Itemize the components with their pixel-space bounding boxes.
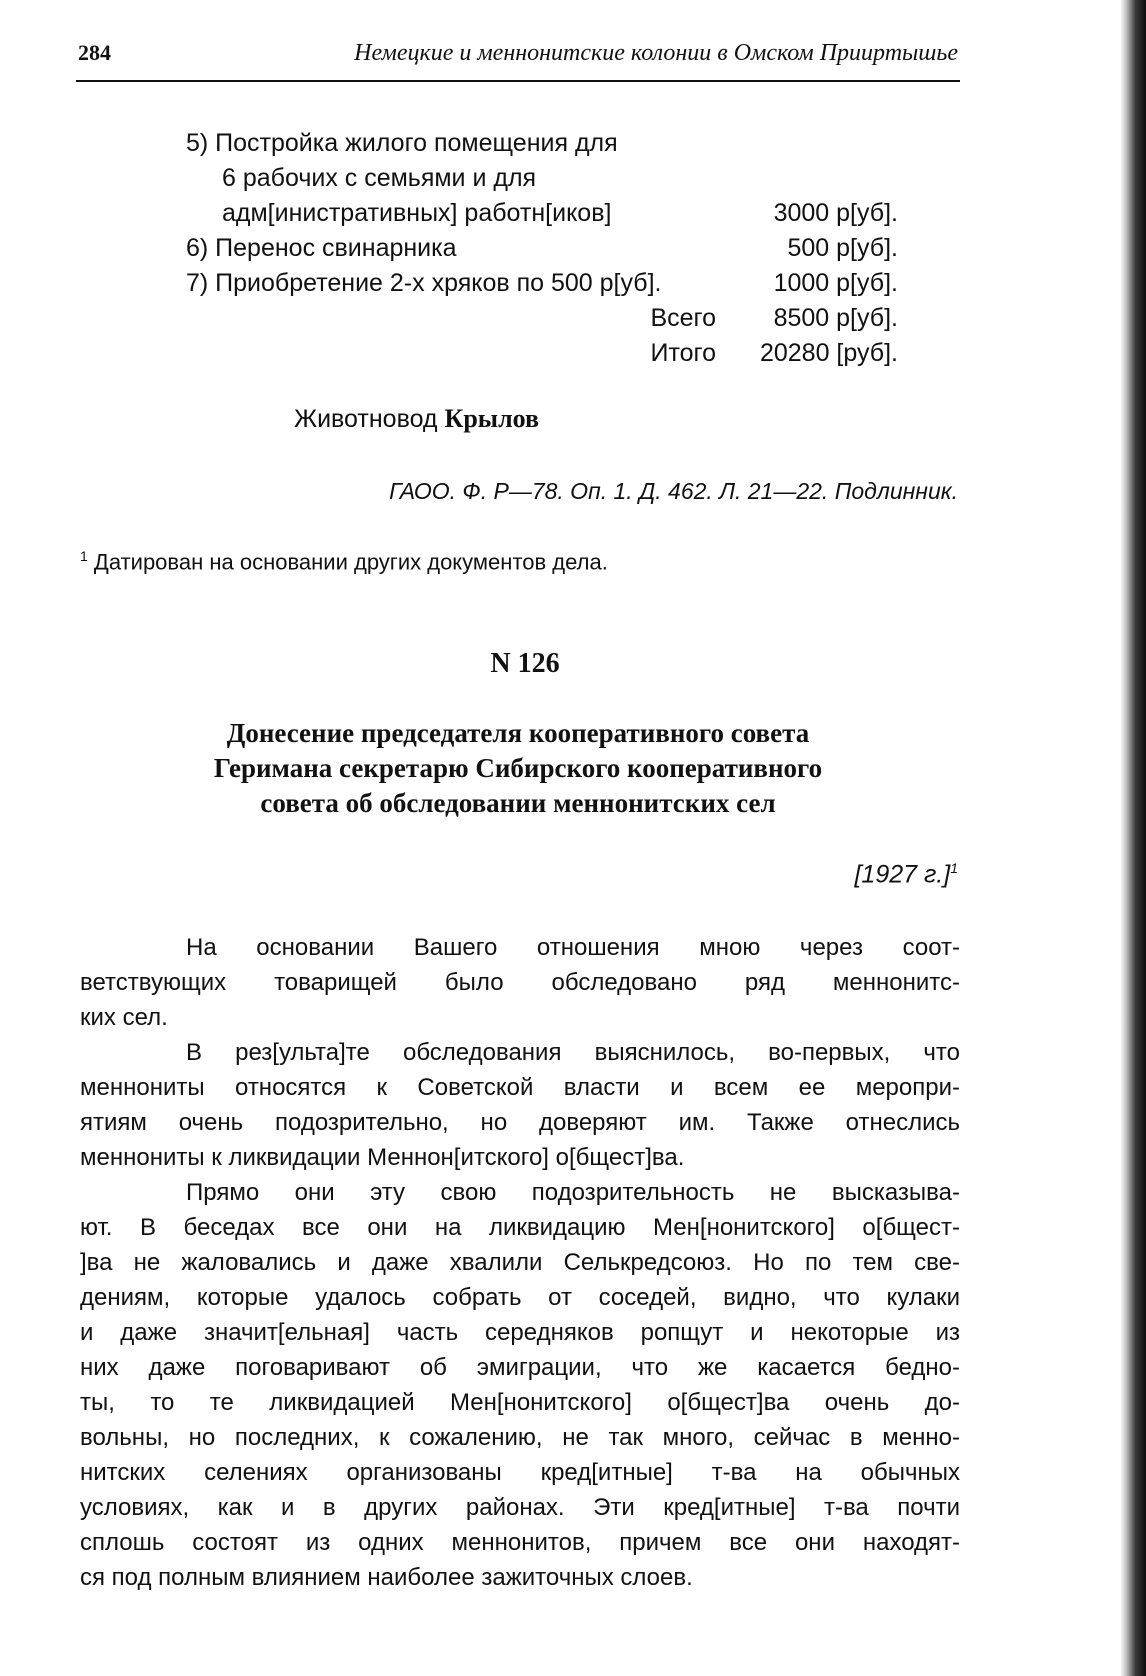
budget-subtotal-amount: 8500 р[уб]. [773,304,898,332]
page-header [76,38,960,82]
budget-table [186,126,916,371]
text-line: и даже значит[ельная] часть середняков ропщут и некоторые из [80,1319,960,1346]
paragraph-1 [80,930,960,1035]
document-title-line: совета об обследовании меннонитских сел [260,788,776,818]
text-line: ют. В беседах все они на ликвидацию Мен[нонитского] о[бщест- [80,1214,960,1241]
budget-total-label: Итого [650,339,716,367]
signature-role: Животновод [294,405,438,433]
text-line: меннониты к ликвидации Меннон[итского] о[бщест]ва. [80,1144,685,1171]
text-line: сплошь состоят из одних меннонитов, причем все они находят- [80,1529,960,1556]
text-line: ких сел. [80,1004,168,1031]
document-date [854,860,958,889]
paragraph-2 [80,1035,960,1175]
text-line: ятиям очень подозрительно, но доверяют им. Также отнеслись [80,1109,960,1136]
text-line: ты, то те ликвидацией Мен[нонитского] о[бщест]ва очень до- [80,1389,960,1416]
text-line: условиях, как и в других районах. Эти кред[итные] т-ва почти [80,1494,960,1521]
paragraph-3 [80,1175,960,1595]
budget-row-item5-line3 [186,196,916,231]
document-title-line: Геримана секретарю Сибирского кооперативного [213,753,823,783]
budget-total-amount: 20280 [руб]. [759,339,898,367]
budget-item-label: 7) Приобретение 2-х хряков по 500 р[уб]. [186,269,662,297]
text-line: меннониты относятся к Советской власти и всем ее меропри- [80,1074,960,1101]
archive-reference: ГАОО. Ф. Р—78. Оп. 1. Д. 462. Л. 21—22. Подлинник. [389,478,958,504]
text-line: ]ва не жаловались и даже хвалили Селькредсоюз. Но по тем све- [80,1249,960,1276]
text-line: Прямо они эту свою подозрительность не высказыва- [186,1179,960,1206]
page-number: 284 [78,40,111,65]
signature-name: Крылов [444,404,540,433]
text-line: ветствующих товарищей было обследовано ряд меннонитс- [80,969,960,996]
budget-item-label: 5) Постройка жилого помещения для [186,129,618,157]
budget-item-label: адм[инистративных] работн[иков] [222,199,612,227]
budget-row-item7 [186,266,916,301]
text-line: них даже поговаривают об эмиграции, что же касается бедно- [80,1354,960,1381]
budget-row-item5-line2 [186,161,916,196]
budget-item-amount: 500 р[уб]. [787,234,898,262]
signature [294,404,539,434]
scan-edge [1120,0,1146,1676]
budget-row-item5-line1 [186,126,916,161]
document-title-line: Донесение председателя кооперативного совета [226,718,810,748]
budget-row-total [186,336,916,371]
text-line: На основании Вашего отношения мною через соот- [186,934,960,961]
footnote-marker: 1 [80,548,88,564]
running-title: Немецкие и меннонитские колонии в Омском Прииртышье [354,40,958,66]
budget-item-label: 6 рабочих с семьями и для [222,164,537,192]
text-line: вольны, но последних, к сожалению, не так много, сейчас в менно- [80,1424,960,1451]
document-title [76,716,960,821]
text-line: В рез[ульта]те обследования выяснилось, во-первых, что [186,1039,960,1066]
budget-item-amount: 3000 р[уб]. [773,199,898,227]
budget-item-label: 6) Перенос свинарника [186,234,457,262]
budget-row-item6 [186,231,916,266]
budget-subtotal-label: Всего [650,304,716,332]
document-number: N 126 [490,648,560,679]
document-date-footnote-marker: 1 [950,860,958,876]
text-line: нитских селениях организованы кред[итные] т-ва на обычных [80,1459,960,1486]
text-line: дениям, которые удалось собрать от соседей, видно, что кулаки [80,1284,960,1311]
budget-row-subtotal [186,301,916,336]
text-line: ся под полным влиянием наиболее зажиточных слоев. [80,1564,693,1591]
document-body [80,930,960,1595]
document-date-text: [1927 г.] [854,860,951,889]
footnote [80,548,608,575]
budget-item-amount: 1000 р[уб]. [773,269,898,297]
footnote-text: Датирован на основании других документов дела. [93,549,608,575]
